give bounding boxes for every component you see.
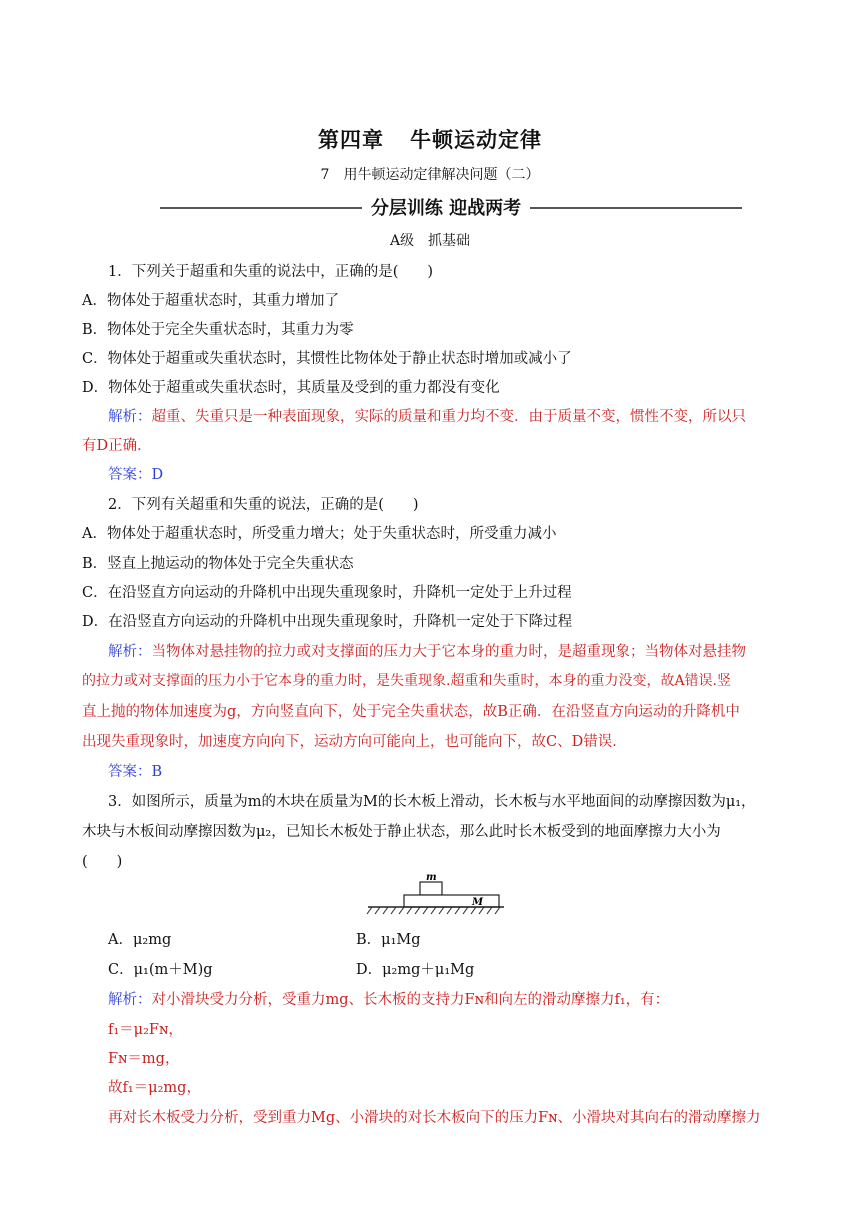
q2-option-c: C．在沿竖直方向运动的升降机中出现失重现象时，升降机一定处于上升过程 [82,585,572,601]
label-M: M [472,897,484,908]
q2-analysis-cont-2: 直上抛的物体加速度为g，方向竖直向下，处于完全失重状态，故B正确．在沿竖直方向运动的升降机中 [82,704,740,720]
small-block [420,882,442,895]
q3-option-b: B．μ₁Mg [356,932,421,948]
lesson-title: 7 用牛顿运动定律解决问题（二） [320,167,540,183]
q3-eq-1: f₁＝μ₂Fɴ， [108,1022,183,1038]
q1-analysis-line [108,405,808,426]
chapter-number: 第四章 [318,128,384,152]
q2-answer: 答案：B [108,764,163,780]
q3-option-d: D．μ₂mg＋μ₁Mg [356,962,475,978]
q2-analysis-text: 当物体对悬挂物的拉力或对支撑面的压力大于它本身的重力时，是超重现象；当物体对悬挂物 [151,644,746,660]
chapter-heading [0,124,860,154]
q1-option-c: C．物体处于超重或失重状态时，其惯性比物体处于静止状态时增加或减小了 [82,351,572,367]
q2-option-a: A．物体处于超重状态时，所受重力增大；处于失重状态时，所受重力减小 [82,526,557,542]
analysis-label: 解析： [108,992,152,1008]
banner-rule-right [530,207,742,209]
analysis-label: 解析： [108,409,152,425]
level-heading: A级 抓基础 [389,233,471,249]
q3-stem-1: 3．如图所示，质量为m的木块在质量为M的长木板上滑动，长木板与水平地面间的动摩擦因数为μ₁， [108,794,756,810]
label-m: m [426,872,437,883]
q2-option-d: D．在沿竖直方向运动的升降机中出现失重现象时，升降机一定处于下降过程 [82,614,573,630]
q2-analysis-cont-3: 出现失重现象时，加速度方向向下，运动方向可能向上，也可能向下，故C、D错误． [82,734,627,750]
q3-analysis-cont: 再对长木板受力分析，受到重力Mg、小滑块的对长木板向下的压力Fɴ、小滑块对其向右的滑动摩擦力 [108,1110,761,1126]
banner-text: 分层训练 迎战两考 [370,198,522,219]
q3-stem-2: 木块与木板间动摩擦因数为μ₂，已知长木板处于静止状态，那么此时长木板受到的地面摩擦力大小为 [82,824,721,840]
section-banner [0,194,860,222]
q2-stem: 2．下列有关超重和失重的说法，正确的是( ) [108,497,419,513]
block-on-board-figure [366,870,506,916]
long-board [404,895,499,907]
ground-hatching [367,907,500,914]
q1-option-b: B．物体处于完全失重状态时，其重力为零 [82,322,354,338]
banner-rule-left [160,207,362,209]
q3-analysis-line [108,988,808,1009]
q3-eq-2: Fɴ＝mg， [108,1051,180,1067]
q1-analysis-cont: 有D正确． [82,438,152,454]
q2-option-b: B．竖直上抛运动的物体处于完全失重状态 [82,556,354,572]
q3-option-a: A．μ₂mg [108,932,172,948]
chapter-title: 牛顿运动定律 [410,128,542,152]
q2-analysis-line [108,640,808,661]
q1-option-a: A．物体处于超重状态时，其重力增加了 [82,293,339,309]
q3-eq-3: 故f₁＝μ₂mg， [108,1080,201,1096]
q1-answer: 答案：D [108,467,164,483]
q3-option-c: C．μ₁(m＋M)g [108,962,213,978]
q1-analysis-text: 超重、失重只是一种表面现象，实际的质量和重力均不变．由于质量不变，惯性不变，所以只 [151,409,746,425]
q1-stem: 1．下列关于超重和失重的说法中，正确的是( ) [108,264,434,280]
q3-analysis-text: 对小滑块受力分析，受重力mg、长木板的支持力Fɴ和向左的滑动摩擦力f₁，有： [151,992,670,1008]
q3-stem-3: ( ) [82,854,123,870]
analysis-label: 解析： [108,644,152,660]
q1-option-d: D．物体处于超重或失重状态时，其质量及受到的重力都没有变化 [82,380,500,396]
q2-analysis-cont-1: 的拉力或对支撑面的压力小于它本身的重力时，是失重现象.超重和失重时，本身的重力没变，故A错误.竖 [82,673,732,689]
